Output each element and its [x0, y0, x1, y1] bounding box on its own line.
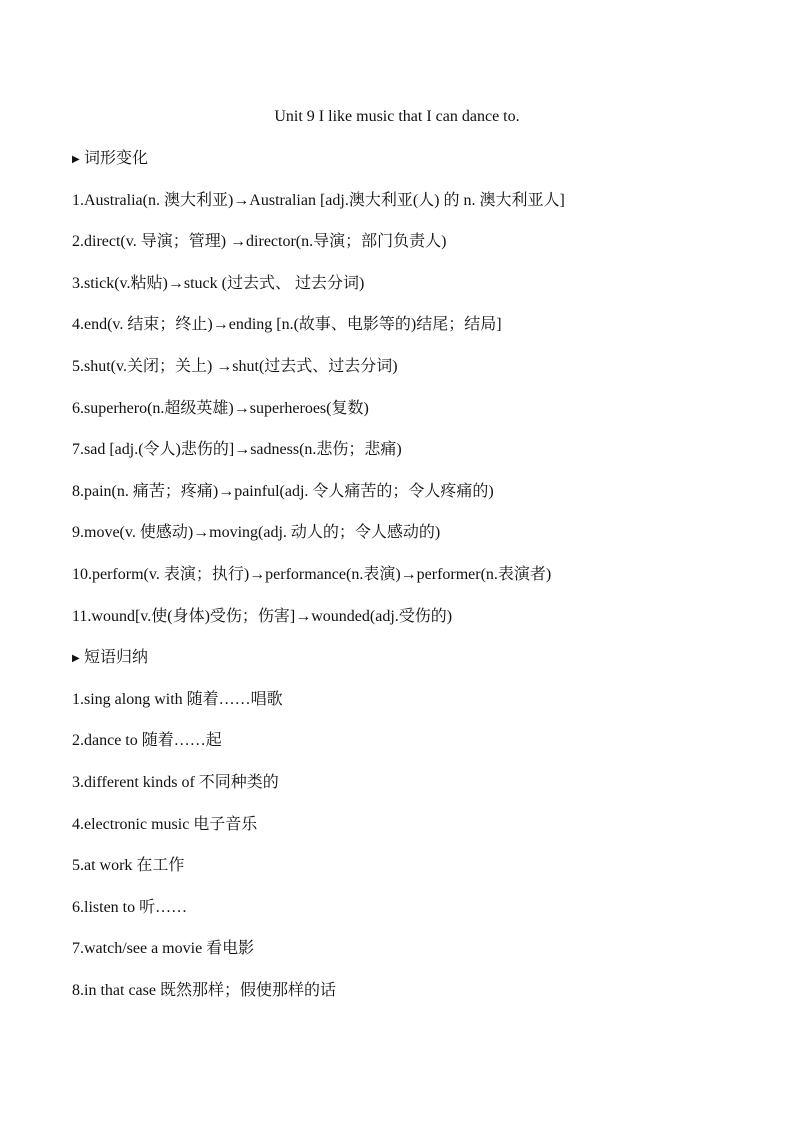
- section-heading-phrases: [72, 647, 752, 689]
- word-form-item: 1.Australia(n. 澳大利亚)→Australian [adj.澳大利亚(人) 的 n. 澳大利亚人]: [72, 191, 565, 209]
- word-form-item: 5.shut(v.关闭；关上) →shut(过去式、过去分词): [72, 357, 398, 375]
- word-form-item: 3.stick(v.粘贴)→stuck (过去式、 过去分词): [72, 274, 365, 292]
- word-form-item: 11.wound[v.使(身体)受伤；伤害]→wounded(adj.受伤的): [72, 607, 453, 625]
- word-form-item: 9.move(v. 使感动)→moving(adj. 动人的；令人感动的): [72, 524, 441, 542]
- word-form-item: 2.direct(v. 导演；管理) →director(n.导演；部门负责人): [72, 233, 447, 251]
- word-form-item: 6.superhero(n.超级英雄)→superheroes(复数): [72, 399, 369, 417]
- word-form-item: 8.pain(n. 痛苦；疼痛)→painful(adj. 令人痛苦的；令人疼痛的): [72, 482, 494, 500]
- word-form-item: 4.end(v. 结束；终止)→ending [n.(故事、电影等的)结尾；结局]: [72, 316, 502, 334]
- word-form-item: 7.sad [adj.(令人)悲伤的]→sadness(n.悲伤；悲痛): [72, 441, 402, 459]
- phrase-item: 6.listen to 听……: [72, 898, 188, 916]
- phrase-item: 8.in that case 既然那样；假使那样的话: [72, 981, 336, 999]
- phrase-item: 1.sing along with 随着……唱歌: [72, 690, 283, 708]
- section-heading-word-forms: [72, 148, 752, 190]
- section-heading-label: 短语归纳: [84, 649, 149, 667]
- section-heading-label: 词形变化: [84, 150, 149, 167]
- phrase-item: 4.electronic music 电子音乐: [72, 815, 258, 833]
- page-title: Unit 9 I like music that I can dance to.: [274, 108, 520, 125]
- phrase-item: 5.at work 在工作: [72, 857, 185, 875]
- phrase-item: 3.different kinds of 不同种类的: [72, 773, 279, 791]
- phrase-item: 2.dance to 随着……起: [72, 732, 222, 750]
- word-form-item: 10.perform(v. 表演；执行)→performance(n.表演)→performer(n.表演者): [72, 565, 552, 583]
- phrase-item: 7.watch/see a movie 看电影: [72, 940, 255, 958]
- triangle-bullet-icon: ▶: [72, 154, 80, 165]
- document-body: [72, 148, 752, 1021]
- triangle-bullet-icon: ▶: [72, 653, 80, 665]
